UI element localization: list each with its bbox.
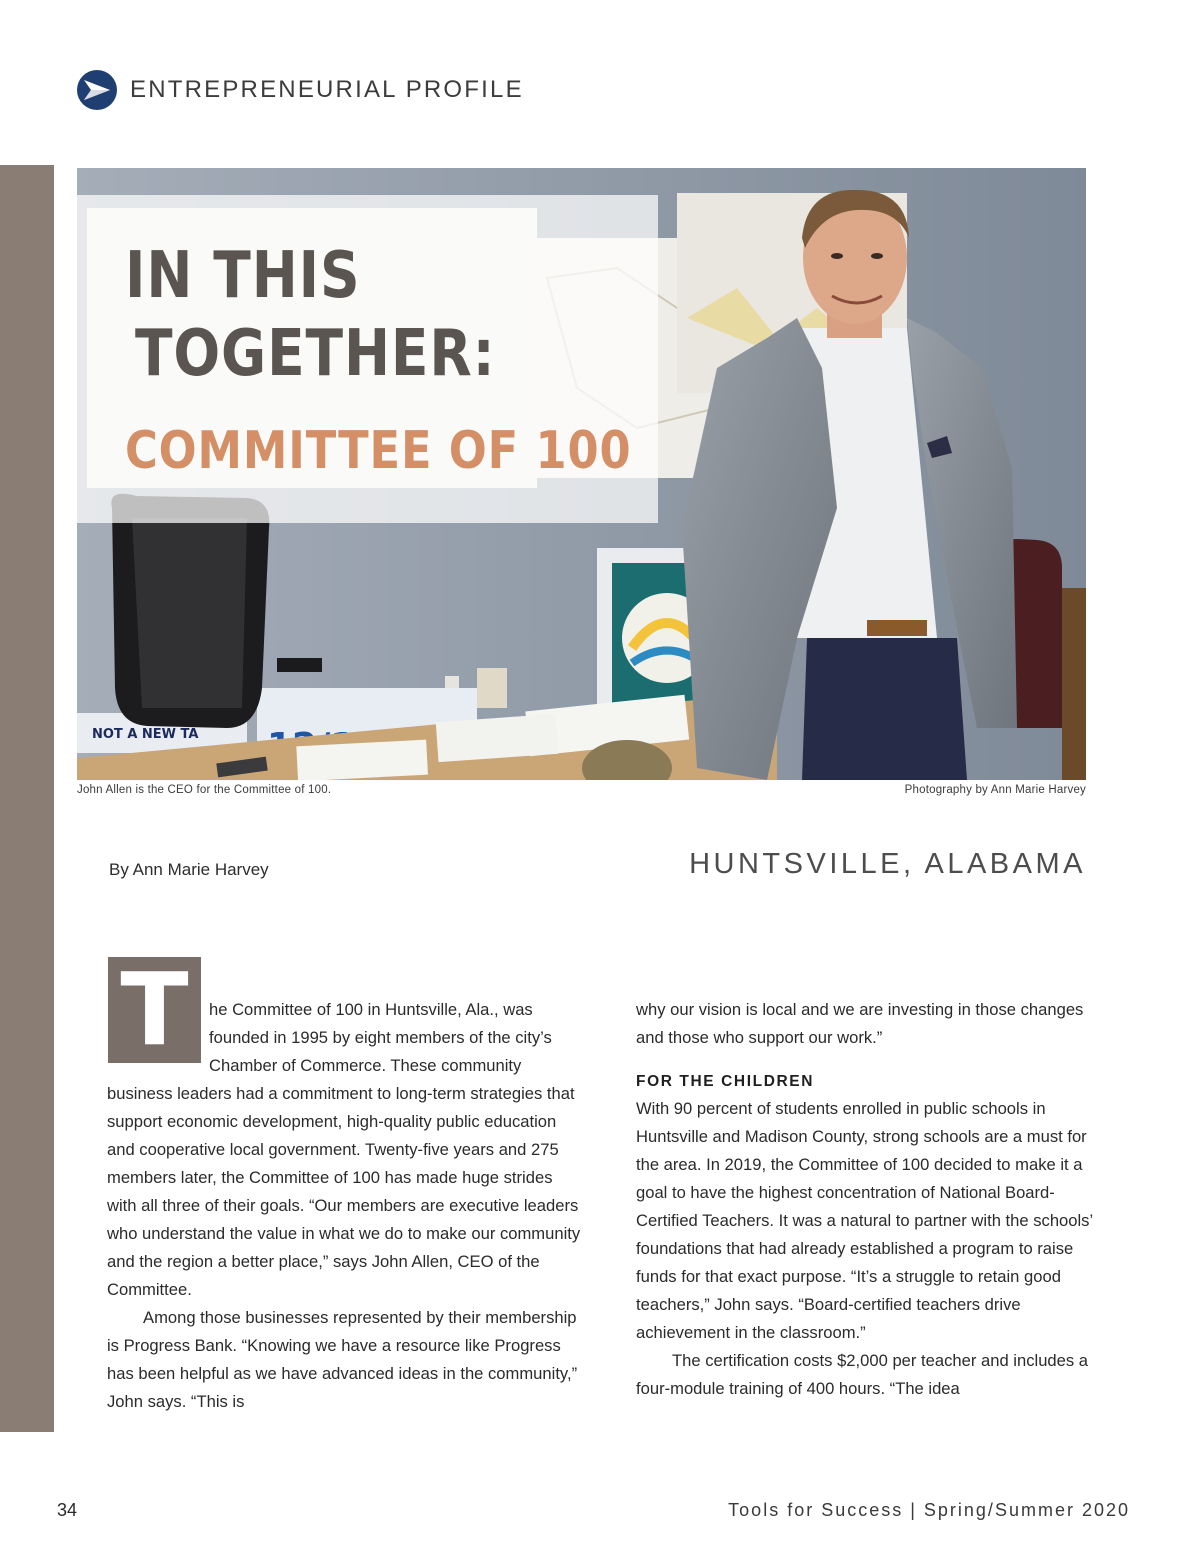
belt [867,620,927,636]
headline-line-2: TOGETHER: [135,317,496,391]
photo-caption: John Allen is the CEO for the Committee of 100. [77,784,332,796]
headline-line-1: IN THIS [125,239,361,313]
page-number: 34 [57,1500,78,1520]
paragraph: With 90 percent of students enrolled in public schools in Huntsville and Madison County, strong schools are a must for the area. In 2019, the Committee of 100 decided to make it a goal to have the highest concentration of National Board-Certified Teachers. It was a natural to partner with the schools’ foundations that had already established a program to raise funds for that exact purpose. “It’s a struggle to retain good teachers,” John says. “Board-certified teachers drive achievement in the classroom.” [636,1099,1093,1342]
drop-cap: T [108,957,201,1063]
section-subhead: FOR THE CHILDREN [636,1073,815,1090]
section-header [76,68,524,112]
side-accent-bar [0,165,54,1432]
sign-left-text: NOT A NEW TA [92,727,199,742]
article-column-left [107,996,585,1416]
paragraph: Among those businesses represented by their membership is Progress Bank. “Knowing we have a resource like Progress has been helpful as we have advanced ideas in the community,” John says. “This is [107,1308,578,1411]
photo-credit: Photography by Ann Marie Harvey [904,784,1086,796]
byline: By Ann Marie Harvey [109,860,269,879]
play-arrow-circle-icon [76,69,118,111]
publication-footer: Tools for Success | Spring/Summer 2020 [728,1500,1130,1520]
location-heading: HUNTSVILLE, ALABAMA [689,848,1086,880]
paragraph: why our vision is local and we are investing in those changes and those who support our work.” [636,1000,1084,1047]
article-column-right [636,996,1114,1403]
paragraph-text: he Committee of 100 in Huntsville, Ala., was founded in 1995 by eight members of the city’s Chamber of Commerce. These community business leaders had a commitment to long-term strategies that support economic development, high-quality public education and cooperative local government. Twenty-five years and 275 members later, the Committee of 100 has made huge strides with all three of their goals. “Our members are executive leaders who understand the value in what we do to make our community and the region a better place,” says John Allen, CEO of the Committee. [107,1000,581,1299]
wall-outlet [477,668,507,708]
trousers [802,638,967,780]
title-panel [77,195,658,523]
paragraph: The certification costs $2,000 per teacher and includes a four-module training of 400 hours. “The idea [636,1351,1089,1398]
section-label: ENTREPRENEURIAL PROFILE [130,76,524,103]
paragraph [107,996,585,1304]
headline-subtitle: COMMITTEE OF 100 [125,421,632,481]
